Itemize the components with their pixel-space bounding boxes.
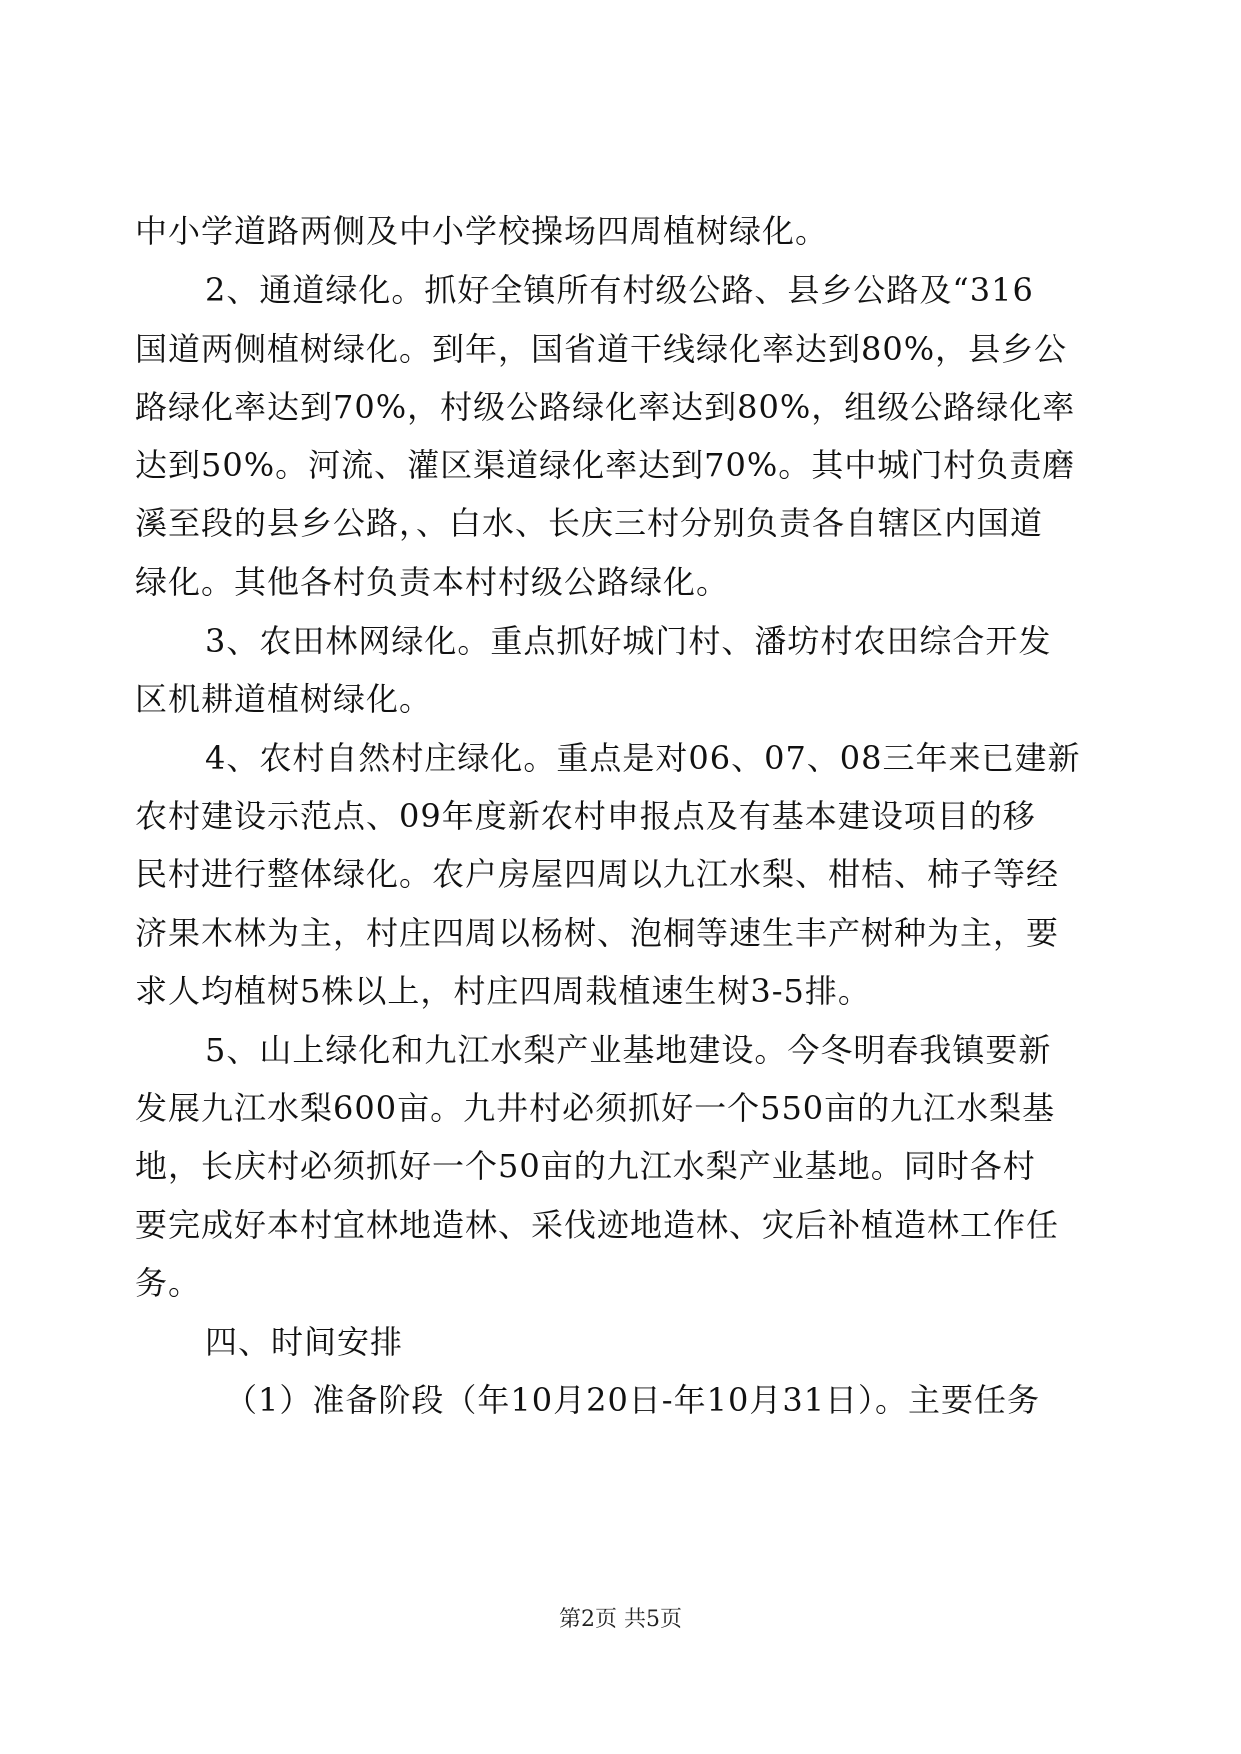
body-line: 济果木林为主，村庄四周以杨树、泡桐等速生丰产树种为主，要 [135,914,1060,952]
body-line: 4、农村自然村庄绿化。重点是对06、07、08三年来已建新 [205,739,1081,777]
body-line: 地，长庆村必须抓好一个50亩的九江水梨产业基地。同时各村 [135,1147,1036,1185]
body-line: 发展九江水梨600亩。九井村必须抓好一个550亩的九江水梨基 [135,1089,1056,1127]
body-line: （1）准备阶段（年10月20日-年10月31日）。主要任务 [225,1381,1041,1419]
page-footer: 第2页 共5页 [559,1607,682,1632]
body-line: 路绿化率达到70%，村级公路绿化率达到80%，组级公路绿化率 [135,388,1076,426]
body-line: 3、农田林网绿化。重点抓好城门村、潘坊村农田综合开发 [205,622,1052,660]
body-line: 2、通道绿化。抓好全镇所有村级公路、县乡公路及“316 [205,271,1034,309]
body-line: 溪至段的县乡公路，、白水、长庆三村分别负责各自辖区内国道 [135,504,1044,542]
body-line: 区机耕道植树绿化。 [135,680,433,718]
section-heading: 四、时间安排 [205,1323,404,1361]
body-line: 绿化。其他各村负责本村村级公路绿化。 [135,563,730,601]
body-line: 5、山上绿化和九江水梨产业基地建设。今冬明春我镇要新 [205,1031,1052,1069]
body-line: 要完成好本村宜林地造林、采伐迹地造林、灾后补植造林工作任 [135,1206,1060,1244]
body-line: 民村进行整体绿化。农户房屋四周以九江水梨、柑桔、柿子等经 [135,855,1060,893]
body-line: 国道两侧植树绿化。到年，国省道干线绿化率达到80%，县乡公 [135,330,1068,368]
body-line: 农村建设示范点、09年度新农村申报点及有基本建设项目的移 [135,797,1036,835]
body-line: 求人均植树5株以上，村庄四周栽植速生树3-5排。 [135,972,871,1010]
body-line: 达到50%。河流、灌区渠道绿化率达到70%。其中城门村负责磨 [135,446,1076,484]
body-line: 中小学道路两侧及中小学校操场四周植树绿化。 [135,212,829,250]
body-line: 务。 [135,1264,202,1302]
